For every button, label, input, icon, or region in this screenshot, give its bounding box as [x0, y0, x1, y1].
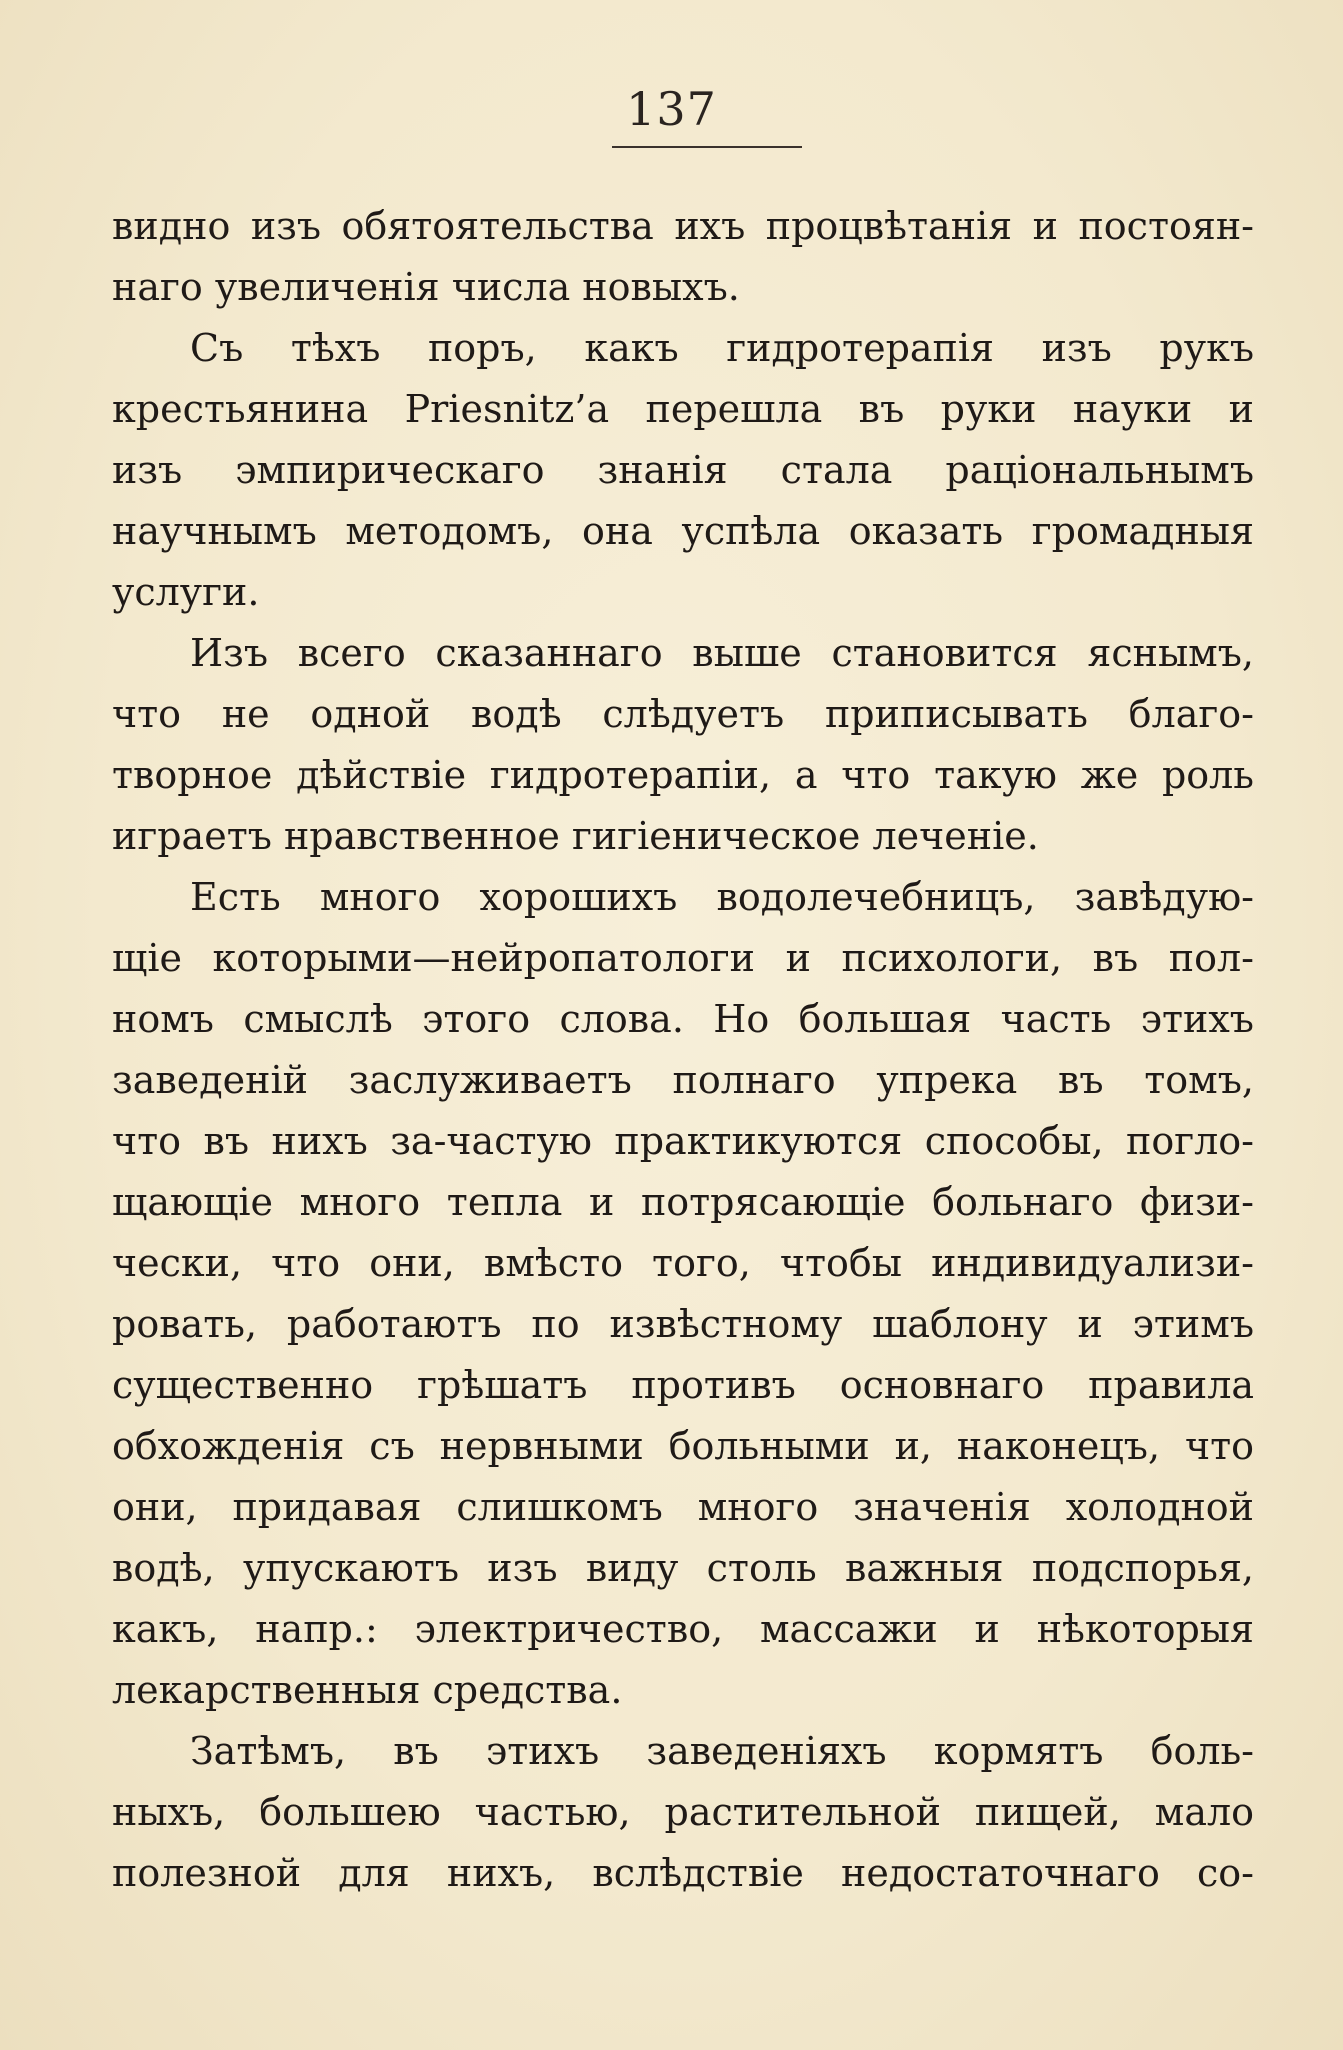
text-line: играетъ нравственное гигіеническое леченіе. [112, 814, 1039, 858]
text-line: творное дѣйствіе гидротерапіи, а что такую же роль [112, 753, 1254, 797]
text-line: научнымъ методомъ, она успѣла оказать громадныя [112, 509, 1254, 553]
text-line: Съ тѣхъ поръ, какъ гидротерапія изъ рукъ [190, 326, 1254, 370]
text-line: обхожденія съ нервными больными и, наконецъ, что [112, 1424, 1254, 1468]
text-line: существенно грѣшатъ противъ основнаго правила [112, 1363, 1254, 1407]
body-text [112, 196, 1254, 1904]
text-line: Затѣмъ, въ этихъ заведеніяхъ кормятъ боль- [190, 1729, 1254, 1773]
text-line: наго увеличенія числа новыхъ. [112, 265, 740, 309]
page-number: 137 [626, 82, 717, 136]
text-line: они, придавая слишкомъ много значенія холодной [112, 1485, 1254, 1529]
text-line: что въ нихъ за-частую практикуются способы, погло- [112, 1119, 1254, 1163]
text-line: Есть много хорошихъ водолечебницъ, завѣдую- [190, 875, 1254, 919]
text-line: изъ эмпирическаго знанія стала раціональнымъ [112, 448, 1254, 492]
header-rule [612, 146, 802, 148]
text-line: полезной для нихъ, вслѣдствіе недостаточнаго со- [112, 1851, 1254, 1895]
text-line: услуги. [112, 570, 260, 614]
text-line: номъ смыслѣ этого слова. Но большая часть этихъ [112, 997, 1254, 1041]
text-line: Изъ всего сказаннаго выше становится яснымъ, [190, 631, 1254, 675]
text-line: ровать, работаютъ по извѣстному шаблону и этимъ [112, 1302, 1254, 1346]
text-line: чески, что они, вмѣсто того, чтобы индивидуализи- [112, 1241, 1254, 1285]
text-line: крестьянина Priesnitz’a перешла въ руки науки и [112, 387, 1254, 431]
text-line: щіе которыми—нейропатологи и психологи, въ пол- [112, 936, 1254, 980]
text-line: ныхъ, большею частью, растительной пищей, мало [112, 1790, 1254, 1834]
text-line: щающіе много тепла и потрясающіе больнаго физи- [112, 1180, 1254, 1224]
text-line: лекарственныя средства. [112, 1668, 623, 1712]
text-line: видно изъ обятоятельства ихъ процвѣтанія и постоян- [112, 204, 1254, 248]
text-line: водѣ, упускаютъ изъ виду столь важныя подспорья, [112, 1546, 1254, 1590]
text-line: какъ, напр.: электричество, массажи и нѣкоторыя [112, 1607, 1254, 1651]
text-line: заведеній заслуживаетъ полнаго упрека въ томъ, [112, 1058, 1254, 1102]
text-line: что не одной водѣ слѣдуетъ приписывать благо- [112, 692, 1254, 736]
